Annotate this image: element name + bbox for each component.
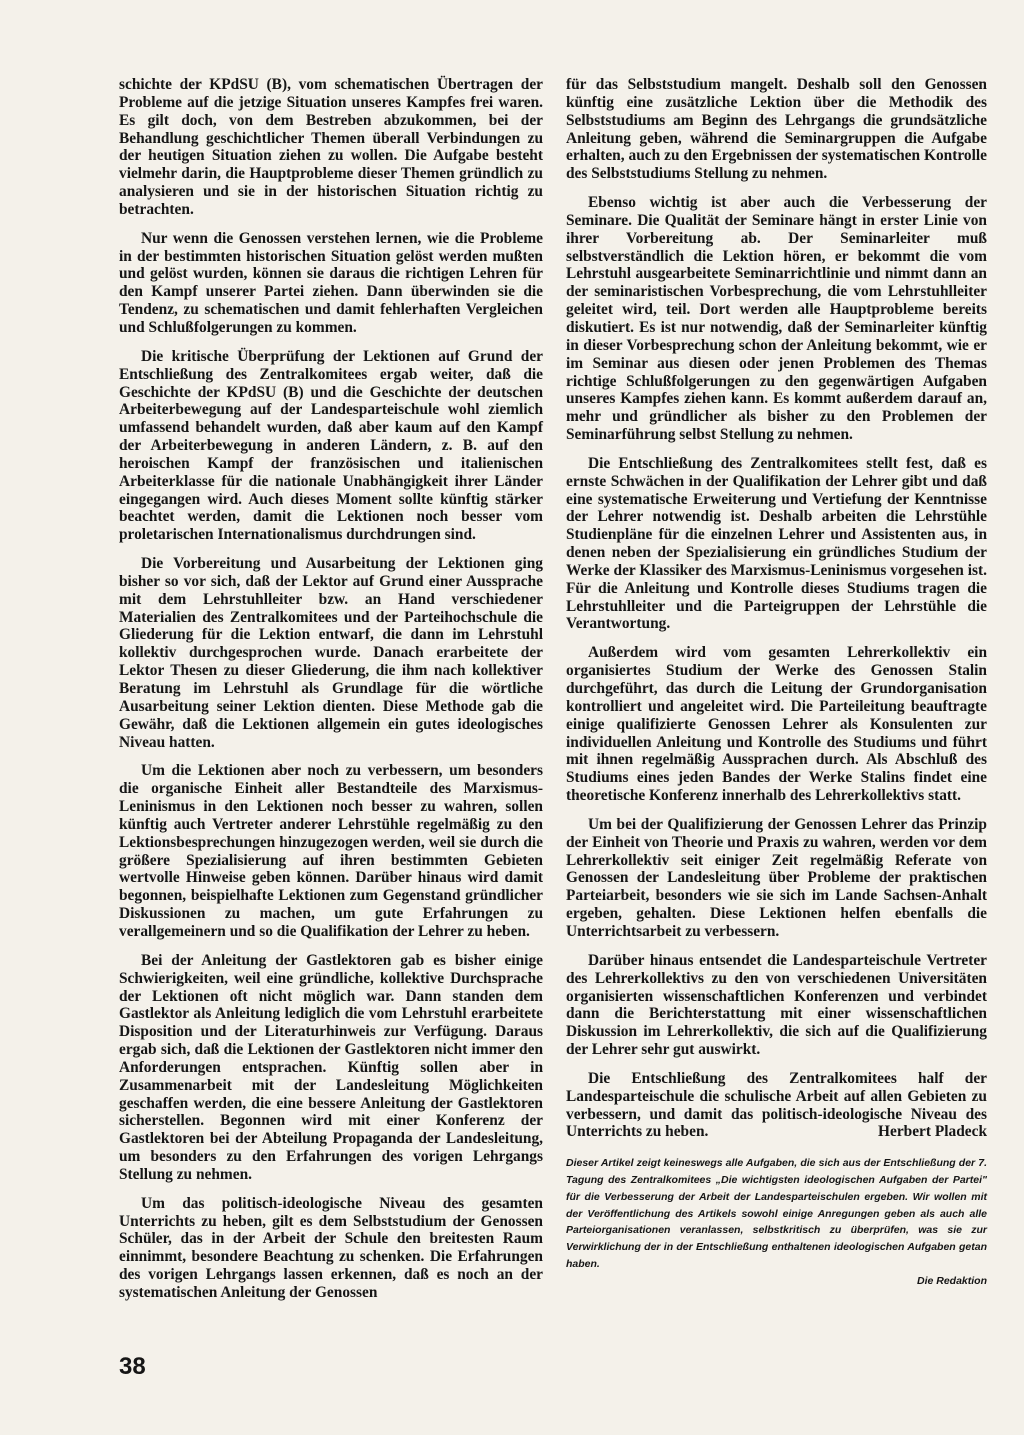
page-number: 38 [119, 1353, 146, 1380]
paragraph: schichte der KPdSU (B), vom schematischen Übertragen der Probleme auf die jetzige Situation unseres Kampfes frei waren. Es gilt doch, von dem Bestreben abzukommen, bei der Behandlung geschichtlicher Themen überall Verbindungen zu der heutigen Situation ziehen zu wollen. Die Aufgabe besteht vielmehr darin, die Hauptprobleme dieser Themen gründlich zu analysieren und sie in der historischen Situation richtig zu betrachten. [119, 76, 543, 218]
paragraph: Nur wenn die Genossen verstehen lernen, wie die Probleme in der bestimmten historischen Situation gelöst werden mußten und gelöst wurden, können sie daraus die richtigen Lehren für den Kampf unserer Partei ziehen. Dann überwinden sie die Tendenz, zu schematischen und damit fehlerhaften Vergleichen und Schlußfolgerungen zu kommen. [119, 229, 543, 336]
paragraph: Die Vorbereitung und Ausarbeitung der Lektionen ging bisher so vor sich, daß der Lektor auf Grund einer Aussprache mit dem Lehrstuhlleiter bzw. an Hand verschiedener Materialien des Zentralkomitees und der Parteihochschule die Gliederung für die Lektion entwarf, die dann im Lehrstuhl kollektiv durchgesprochen wurde. Danach erarbeitete der Lektor Thesen zu dieser Gliederung, die ihm nach kollektiver Beratung im Lehrstuhl als Grundlage für die wörtliche Ausarbeitung seiner Lektion dienten. Diese Methode gab die Gewähr, daß die Lektionen allgemein ein gutes ideologisches Niveau hatten. [119, 555, 543, 751]
editor-signature: Die Redaktion [916, 1274, 987, 1287]
paragraph: Um das politisch-ideologische Niveau des gesamten Unterrichts zu heben, gilt es dem Selbststudium der Genossen Schüler, das in der Arbeit der Schule den breitesten Raum einnimmt, besondere Beachtung zu schenken. Die Erfahrungen des vorigen Lehrgangs lassen erkennen, daß es noch an der systematischen Anleitung der Genossen [119, 1194, 543, 1301]
paragraph: für das Selbststudium mangelt. Deshalb soll den Genossen künftig eine zusätzliche Lektion über die Methodik des Selbststudiums am Beginn des Lehrgangs die grundsätzliche Anleitung geben, während die Seminargruppen die Aufgabe erhalten, auch zu den Ergebnissen der systematischen Kontrolle des Selbststudiums Stellung zu nehmen. [566, 76, 987, 183]
right-column [566, 76, 987, 1290]
paragraph: Bei der Anleitung der Gastlektoren gab es bisher einige Schwierigkeiten, weil eine gründliche, kollektive Durchsprache der Lektionen oft nicht möglich war. Dann standen dem Gastlektor als Anleitung lediglich die vom Lehrstuhl erarbeitete Disposition und der Literaturhinweis zur Verfügung. Daraus ergab sich, daß die Lektionen der Gastlektoren nicht immer den Anforderungen entsprachen. Künftig sollen aber in Zusammenarbeit mit der Landesleitung Möglichkeiten geschaffen werden, die eine bessere Anleitung der Gastlektoren sicherstellen. Begonnen wird mit einer Konferenz der Gastlektoren bei der Abteilung Propaganda der Landesleitung, um besonders zu den Erfahrungen des vorigen Lehrgangs Stellung zu nehmen. [119, 951, 543, 1183]
paragraph: Außerdem wird vom gesamten Lehrerkollektiv ein organisiertes Studium der Werke des Genossen Stalin durchgeführt, das durch die Leitung der Grundorganisation kontrolliert und angeleitet wird. Die Parteileitung beauftragte einige qualifizierte Genossen Lehrer als Konsulenten zur individuellen Anleitung und Kontrolle des Studiums und führt mit ihnen regelmäßig Aussprachen durch. Als Abschluß des Studiums eines jeden Bandes der Werke Stalins findet eine theoretische Konferenz innerhalb des Lehrerkollektivs statt. [566, 644, 987, 805]
paragraph: Um bei der Qualifizierung der Genossen Lehrer das Prinzip der Einheit von Theorie und Praxis zu wahren, werden vor dem Lehrerkollektiv seit einiger Zeit regelmäßig Referate von Genossen der Landesleitung über Probleme der praktischen Parteiarbeit, besonders wie sie sich im Lande Sachsen-Anhalt ergeben, gehalten. Diese Lektionen helfen ebenfalls die Unterrichtsarbeit zu verbessern. [566, 815, 987, 940]
paragraph: Darüber hinaus entsendet die Landesparteischule Vertreter des Lehrerkollektivs zu den von verschiedenen Universitäten organisierten wissenschaftlichen Konferenzen und verbindet dann die Berichterstattung mit einer wissenschaftlichen Diskussion im Lehrerkollektiv, die sich auf die Qualifizierung der Lehrer sehr gut auswirkt. [566, 951, 987, 1059]
closing-text: Die Entschließung des Zentralkomitees half der Landesparteischule die schulische Arbeit auf allen Gebieten zu verbessern, und damit das politisch-ideologische Niveau des Unterrichts zu heben. [566, 1069, 987, 1141]
paragraph: Um die Lektionen aber noch zu verbessern, um besonders die organische Einheit aller Bestandteile des Marxismus-Leninismus in den Lektionen noch besser zu wahren, sollen künftig auch Vertreter anderer Lehrstühle regelmäßig zu den Lektionsbesprechungen hinzugezogen werden, weil sie durch die größere Spezialisierung auf ihren bestimmten Gebieten wertvolle Hinweise geben können. Darüber hinaus wird damit begonnen, beispielhafte Lektionen zum Gegenstand gründlicher Diskussionen zu machen, um gute Erfahrungen zu verallgemeinern und so die Qualifikation der Lehrer zu heben. [119, 762, 543, 940]
closing-paragraph [566, 1070, 987, 1141]
editor-note-text: Dieser Artikel zeigt keineswegs alle Aufgaben, die sich aus der Entschließung der 7. Tagung des Zentralkomitees „Die wichtigsten ideologischen Aufgaben der Partei" für die Verbesserung der Arbeit der Landesparteischulen ergeben. Wir wollen mit der Veröffentlichung des Artikels sowohl einige Anregungen geben als auch alle Parteiorganisationen veranlassen, selbstkritisch zu überprüfen, was sie zur Verwirklichung der in der Entschließung enthaltenen ideologischen Aufgaben getan haben. [566, 1157, 987, 1271]
left-column [119, 76, 543, 1313]
paragraph: Die Entschließung des Zentralkomitees stellt fest, daß es ernste Schwächen in der Qualifikation der Lehrer gibt und daß eine systematische Erweiterung und Vertiefung der Kenntnisse der Lehrer notwendig ist. Deshalb arbeiten die Lehrstühle Studienpläne für die einzelnen Lehrer und Assistenten aus, in denen neben der Spezialisierung ein gründliches Studium der Werke der Klassiker des Marxismus-Leninismus vorgesehen ist. Für die Anleitung und Kontrolle dieses Studiums tragen die Lehrstuhlleiter und die Parteigruppen der Lehrstühle die Verantwortung. [566, 454, 987, 633]
editor-note [566, 1155, 987, 1289]
author-signature: Herbert Pladeck [878, 1123, 987, 1141]
paragraph: Die kritische Überprüfung der Lektionen auf Grund der Entschließung des Zentralkomitees ergab weiter, daß die Geschichte der KPdSU (B) und die Geschichte der deutschen Arbeiterbewegung auf der Landesparteischule wohl ziemlich umfassend behandelt wurden, daß aber kaum auf den Kampf der Arbeiterbewegung in anderen Ländern, z. B. auf den heroischen Kampf der französischen und italienischen Arbeiterklasse für die nationale Unabhängigkeit ihrer Länder eingegangen wird. Auch dieses Moment sollte künftig stärker beachtet werden, damit die Lektionen noch besser vom proletarischen Internationalismus durchdrungen sind. [119, 347, 543, 544]
paragraph: Ebenso wichtig ist aber auch die Verbesserung der Seminare. Die Qualität der Seminare hängt in erster Linie von ihrer Vorbereitung ab. Der Seminarleiter muß selbstverständlich die Lektion hören, er bekommt die vom Lehrstuhl ausgearbeitete Seminarrichtlinie und nimmt dann an der seminaristischen Vorbesprechung, die vom Lehrstuhlleiter geleitet wird, teil. Dort werden alle Hauptprobleme bereits diskutiert. Es ist nur notwendig, daß der Seminarleiter künftig in dieser Vorbesprechung schon der Anleitung bekommt, wie er im Seminar aus diesen oder jenen Problemen des Themas richtige Schlußfolgerungen zu den gegenwärtigen Aufgaben unseres Kampfes ziehen kann. Es kommt außerdem darauf an, mehr und gründlicher als bisher zu den Problemen der Seminarführung selbst Stellung zu nehmen. [566, 194, 987, 444]
